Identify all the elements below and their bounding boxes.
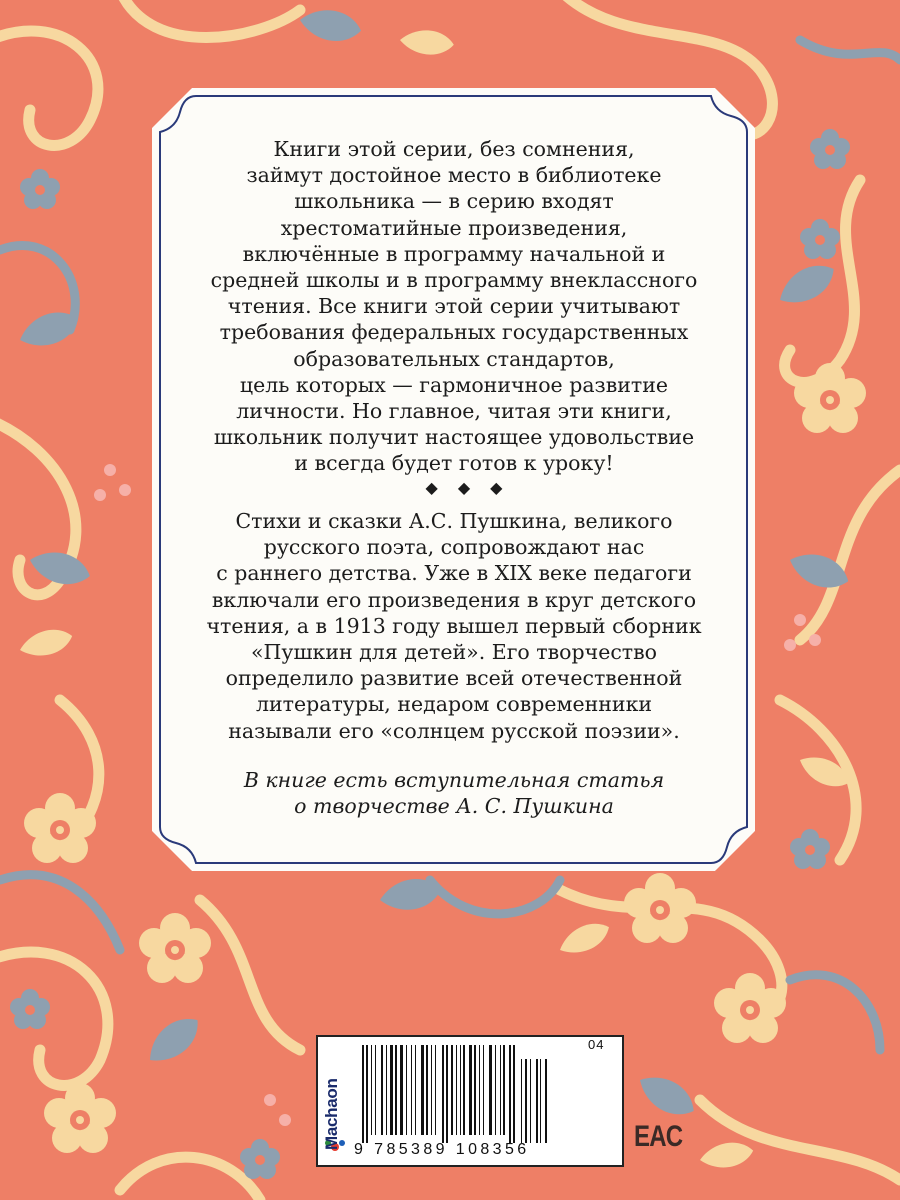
barcode-addon-bar [540, 1059, 541, 1143]
text-line: литературы, недаром современники [255, 692, 653, 717]
barcode-bar [400, 1045, 403, 1135]
text-line: займут достойное место в библиотеке [246, 163, 662, 188]
barcode-bar [456, 1045, 457, 1135]
barcode-bar [460, 1045, 461, 1135]
text-line: о творчестве А. С. Пушкина [294, 794, 614, 819]
text-line: требования федеральных государственных [219, 320, 689, 345]
barcode-bar [406, 1045, 407, 1135]
barcode-bar [495, 1045, 496, 1135]
isbn-digits: 9 785389 108356 [354, 1141, 530, 1158]
barcode-bar [371, 1045, 372, 1135]
barcode-bar [390, 1045, 393, 1135]
text-line: русского поэта, сопровождают нас [263, 535, 645, 560]
barcode-addon-bar [525, 1059, 527, 1143]
barcode-bar [426, 1045, 428, 1135]
pushkin-description [170, 508, 738, 744]
text-line: чтения, а в 1913 году вышел первый сборник [206, 613, 702, 638]
barcode-bar [463, 1045, 465, 1135]
barcode-bars [360, 1045, 608, 1143]
text-line: В книге есть вступительная статья [243, 768, 665, 792]
barcode-bar [479, 1045, 480, 1135]
text-line: Стихи и сказки А.С. Пушкина, великого [235, 509, 673, 533]
text-line: включённые в программу начальной и [242, 241, 666, 266]
barcode-bar [489, 1045, 492, 1135]
barcode-addon: 04 [588, 1037, 605, 1052]
text-line: личности. Но главное, читая эти книги, [236, 399, 672, 424]
intro-article-note [170, 767, 738, 819]
barcode-addon-bar [536, 1059, 538, 1143]
barcode-bar [446, 1045, 448, 1143]
text-line: чтения. Все книги этой серии учитывают [227, 294, 681, 319]
text-line: включали его произведения в круг детского [211, 587, 697, 612]
publisher-name: Machaon [322, 1078, 341, 1150]
barcode-bar [431, 1045, 432, 1135]
barcode-bar [435, 1045, 436, 1135]
text-line: с раннего детства. Уже в XIX веке педагоги [216, 561, 692, 586]
barcode-bar [362, 1045, 364, 1143]
barcode-bar [469, 1045, 472, 1135]
text-line: определило развитие всей отечественной [225, 666, 683, 691]
diamond-separator: ◆◆◆ [425, 478, 523, 497]
text-line: «Пушкин для детей». Его творчество [250, 640, 658, 665]
barcode-bar [395, 1045, 397, 1135]
text-line: образовательных стандартов, [293, 346, 615, 371]
barcode-addon-bar [545, 1059, 547, 1143]
text-line: школьник получит настоящее удовольствие [213, 425, 695, 450]
eac-certification-mark: EAC [634, 1120, 683, 1153]
barcode-bar [375, 1045, 376, 1135]
text-line: цель которых — гармоничное развитие [239, 372, 669, 397]
barcode-addon-bar [521, 1059, 522, 1143]
barcode-bar [513, 1045, 515, 1143]
series-description [170, 136, 738, 477]
text-line: называли его «солнцем русской поэзии». [228, 718, 680, 743]
barcode-bar [381, 1045, 383, 1135]
text-line: и всегда будет готов к уроку! [294, 451, 614, 476]
barcode-addon-bar [530, 1059, 531, 1143]
barcode-bar [421, 1045, 424, 1135]
text-line: средней школы и в программу внеклассного [210, 268, 698, 293]
barcode-bar [386, 1045, 387, 1135]
barcode-bar [503, 1045, 505, 1135]
barcode-bar [442, 1045, 444, 1143]
text-line: школьника — в серию входят [294, 189, 614, 214]
barcode-bar [474, 1045, 476, 1135]
text-line: хрестоматийные произведения, [280, 215, 628, 240]
barcode-bar [483, 1045, 484, 1135]
barcode-bar [411, 1045, 412, 1135]
barcode-bar [415, 1045, 416, 1135]
text-line: Книги этой серии, без сомнения, [273, 137, 635, 161]
barcode-bar [509, 1045, 511, 1143]
barcode-bar [451, 1045, 453, 1135]
barcode-bar [366, 1045, 368, 1143]
barcode-bar [500, 1045, 501, 1135]
